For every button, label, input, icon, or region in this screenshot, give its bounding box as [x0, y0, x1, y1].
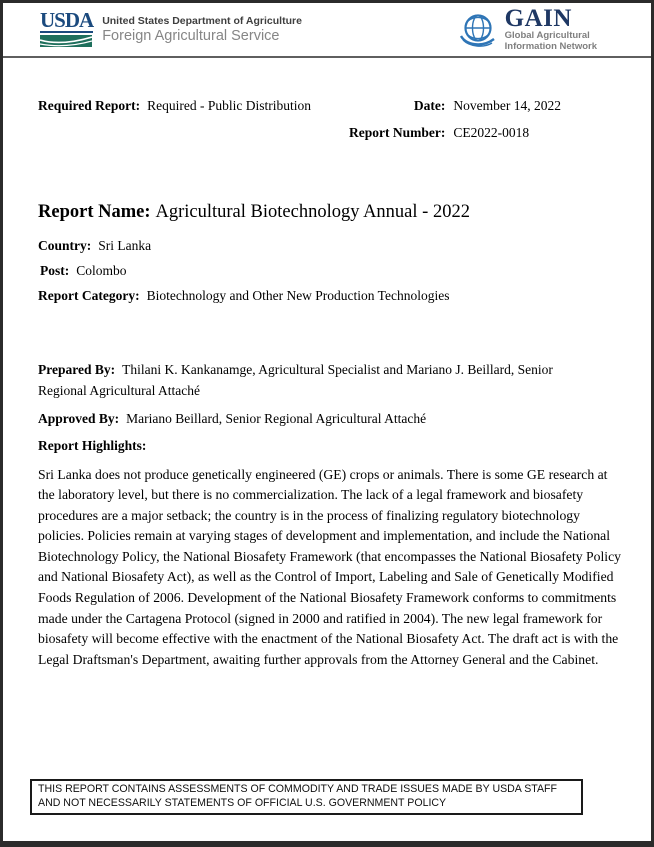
- usda-agency-line: Foreign Agricultural Service: [102, 27, 280, 44]
- prepared-by-label: Prepared By:: [38, 362, 116, 377]
- report-highlights-body: Sri Lanka does not produce genetically engineered (GE) crops or animals. There is some GE research at the laboratory level, but there is no commercialization. The lack of a legal framework and biosafety procedures are a major setback; the country is in the process of finalizing regulatory biotechnology policies. Policies remain at varying stages of development and implementation, and include the National Biotechnology Policy, the National Biosafety Framework (that encompasses the National Biosafety Policy and National Biosafety Act), as well as the Control of Import, Labeling and Sale of Genetically Modified Foods Regulation of 2006. Development of the National Biosafety Framework conforms to commitments made under the Cartagena Protocol (signed in 2000 and ratified in 2004). The new legal framework for biosafety will become effective with the enactment of the National Biosafety Act. The draft act is with the Legal Draftsman's Department, awaiting further approvals from the Attorney General and the Cabinet.: [38, 466, 621, 667]
- report-number-label: Report Number:: [349, 125, 446, 140]
- required-report-value: Required - Public Distribution: [147, 98, 311, 113]
- report-highlights-heading: Report Highlights:: [38, 437, 147, 453]
- page-header: [3, 3, 651, 58]
- date-label: Date:: [413, 98, 446, 113]
- usda-logo-mark: [40, 8, 94, 48]
- report-number-value: CE2022-0018: [453, 125, 530, 140]
- gain-subtitle-line1: Global Agricultural: [504, 29, 590, 41]
- usda-acronym: USDA: [40, 8, 94, 32]
- country-label: Country:: [38, 238, 92, 253]
- post-line: [38, 263, 623, 279]
- prepared-by-value: Thilani K. Kankanamge, Agricultural Specialist and Mariano J. Beillard, Senior Regional Agricultural Attaché: [38, 362, 553, 398]
- date-line: [333, 98, 561, 114]
- gain-logo: [458, 4, 597, 52]
- required-report-line: [38, 98, 311, 152]
- usda-field-icon: [40, 34, 92, 48]
- prepared-by-line: [38, 360, 594, 401]
- gain-acronym: GAIN: [504, 4, 572, 32]
- gain-subtitle-line2: Information Network: [504, 40, 597, 52]
- date-value: November 14, 2022: [453, 98, 561, 113]
- usda-department-line: United States Department of Agriculture: [102, 14, 302, 27]
- report-name-value: Agricultural Biotechnology Annual - 2022: [155, 202, 470, 222]
- approved-by-line: [38, 409, 623, 430]
- report-name-line: [38, 202, 623, 223]
- disclaimer-box: THIS REPORT CONTAINS ASSESSMENTS OF COMMODITY AND TRADE ISSUES MADE BY USDA STAFF AND NOT NECESSARILY STATEMENTS OF OFFICIAL U.S. GOVERNMENT POLICY: [30, 779, 583, 815]
- usda-wordmark: [102, 15, 302, 45]
- report-meta: [38, 98, 623, 152]
- usda-fas-logo: [40, 8, 302, 48]
- gain-wordmark: [504, 4, 597, 52]
- report-category-label: Report Category:: [38, 288, 140, 303]
- approved-by-value: Mariano Beillard, Senior Regional Agricultural Attaché: [126, 411, 427, 426]
- globe-icon: [458, 10, 498, 50]
- post-value: Colombo: [76, 263, 127, 278]
- date-number-block: [333, 98, 561, 152]
- report-category-value: Biotechnology and Other New Production Technologies: [146, 288, 450, 303]
- country-line: [38, 238, 623, 254]
- country-value: Sri Lanka: [98, 238, 152, 253]
- report-name-label: Report Name:: [38, 202, 151, 222]
- report-category-line: [38, 288, 623, 304]
- report-number-line: [333, 125, 561, 141]
- approved-by-label: Approved By:: [38, 411, 120, 426]
- report-cover-content: [3, 58, 651, 670]
- required-report-label: Required Report:: [38, 98, 141, 113]
- post-label: Post:: [40, 263, 70, 278]
